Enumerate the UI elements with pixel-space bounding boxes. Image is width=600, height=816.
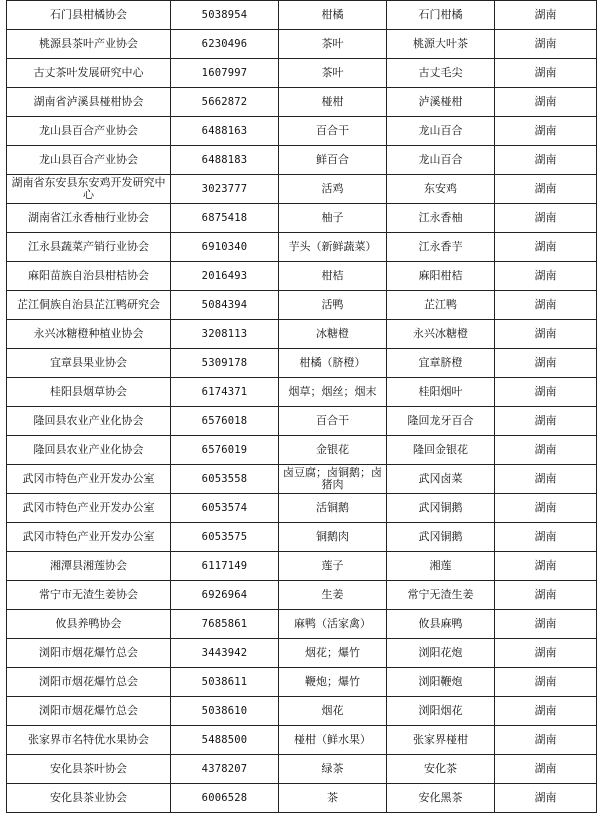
goods-cell: 茶叶	[279, 30, 387, 59]
province-cell: 湖南	[495, 59, 597, 88]
table-row	[7, 204, 597, 233]
goods-cell: 椪柑（鲜水果）	[279, 726, 387, 755]
province-cell: 湖南	[495, 30, 597, 59]
goods-cell: 金银花	[279, 436, 387, 465]
table-row	[7, 59, 597, 88]
registration-number-cell: 6576018	[171, 407, 279, 436]
registration-number-cell: 6117149	[171, 552, 279, 581]
applicant-cell: 安化县茶业协会	[7, 784, 171, 813]
table-row	[7, 697, 597, 726]
applicant-cell: 武冈市特色产业开发办公室	[7, 465, 171, 494]
trademark-name-cell: 麻阳柑桔	[387, 262, 495, 291]
trademark-name-cell: 安化黑茶	[387, 784, 495, 813]
goods-cell: 铜鹅肉	[279, 523, 387, 552]
trademark-name-cell: 泸溪椪柑	[387, 88, 495, 117]
table-row	[7, 726, 597, 755]
goods-cell: 活铜鹅	[279, 494, 387, 523]
trademark-name-cell: 武冈铜鹅	[387, 523, 495, 552]
table-row	[7, 88, 597, 117]
province-cell: 湖南	[495, 523, 597, 552]
table-row	[7, 175, 597, 204]
registration-number-cell: 4378207	[171, 755, 279, 784]
applicant-cell: 古丈茶叶发展研究中心	[7, 59, 171, 88]
trademark-name-cell: 江永香芋	[387, 233, 495, 262]
province-cell: 湖南	[495, 407, 597, 436]
goods-cell: 烟花	[279, 697, 387, 726]
table-row	[7, 668, 597, 697]
goods-cell: 鞭炮；爆竹	[279, 668, 387, 697]
registration-number-cell: 5084394	[171, 291, 279, 320]
province-cell: 湖南	[495, 349, 597, 378]
province-cell: 湖南	[495, 378, 597, 407]
registration-number-cell: 6230496	[171, 30, 279, 59]
goods-cell: 活鸡	[279, 175, 387, 204]
registration-number-cell: 6576019	[171, 436, 279, 465]
trademark-name-cell: 隆回龙牙百合	[387, 407, 495, 436]
trademark-name-cell: 桃源大叶茶	[387, 30, 495, 59]
applicant-cell: 桃源县茶叶产业协会	[7, 30, 171, 59]
registration-number-cell: 5038954	[171, 1, 279, 30]
province-cell: 湖南	[495, 784, 597, 813]
province-cell: 湖南	[495, 726, 597, 755]
registration-number-cell: 6926964	[171, 581, 279, 610]
goods-cell: 茶叶	[279, 59, 387, 88]
trademark-name-cell: 湘莲	[387, 552, 495, 581]
trademark-name-cell: 武冈卤菜	[387, 465, 495, 494]
province-cell: 湖南	[495, 117, 597, 146]
registration-number-cell: 3208113	[171, 320, 279, 349]
table-row	[7, 349, 597, 378]
applicant-cell: 龙山县百合产业协会	[7, 146, 171, 175]
province-cell: 湖南	[495, 465, 597, 494]
table-row	[7, 523, 597, 552]
province-cell: 湖南	[495, 494, 597, 523]
applicant-cell: 江永县蔬菜产销行业协会	[7, 233, 171, 262]
trademark-table-page	[6, 0, 596, 813]
province-cell: 湖南	[495, 697, 597, 726]
province-cell: 湖南	[495, 610, 597, 639]
applicant-cell: 湘潭县湘莲协会	[7, 552, 171, 581]
trademark-name-cell: 隆回金银花	[387, 436, 495, 465]
registration-number-cell: 3023777	[171, 175, 279, 204]
goods-cell: 卤豆腐；卤铜鹅；卤猪肉	[279, 465, 387, 494]
goods-cell: 柚子	[279, 204, 387, 233]
trademark-name-cell: 芷江鸭	[387, 291, 495, 320]
province-cell: 湖南	[495, 436, 597, 465]
goods-cell: 麻鸭（活家禽）	[279, 610, 387, 639]
applicant-cell: 永兴冰糖橙种植业协会	[7, 320, 171, 349]
applicant-cell: 麻阳苗族自治县柑桔协会	[7, 262, 171, 291]
registration-number-cell: 6006528	[171, 784, 279, 813]
goods-cell: 莲子	[279, 552, 387, 581]
goods-cell: 烟草；烟丝；烟末	[279, 378, 387, 407]
table-row	[7, 436, 597, 465]
table-row	[7, 639, 597, 668]
province-cell: 湖南	[495, 639, 597, 668]
table-row	[7, 552, 597, 581]
province-cell: 湖南	[495, 204, 597, 233]
table-row	[7, 233, 597, 262]
goods-cell: 生姜	[279, 581, 387, 610]
registration-number-cell: 6488183	[171, 146, 279, 175]
table-row	[7, 320, 597, 349]
province-cell: 湖南	[495, 291, 597, 320]
trademark-name-cell: 常宁无渣生姜	[387, 581, 495, 610]
goods-cell: 柑桔	[279, 262, 387, 291]
table-row	[7, 494, 597, 523]
table-row	[7, 581, 597, 610]
trademark-name-cell: 古丈毛尖	[387, 59, 495, 88]
registration-number-cell: 6910340	[171, 233, 279, 262]
goods-cell: 百合干	[279, 117, 387, 146]
applicant-cell: 湖南省泸溪县椪柑协会	[7, 88, 171, 117]
applicant-cell: 湖南省东安县东安鸡开发研究中心	[7, 175, 171, 204]
table-body	[7, 1, 597, 813]
trademark-name-cell: 龙山百合	[387, 146, 495, 175]
registration-number-cell: 7685861	[171, 610, 279, 639]
goods-cell: 鲜百合	[279, 146, 387, 175]
registration-number-cell: 3443942	[171, 639, 279, 668]
trademark-name-cell: 张家界椪柑	[387, 726, 495, 755]
applicant-cell: 龙山县百合产业协会	[7, 117, 171, 146]
applicant-cell: 石门县柑橘协会	[7, 1, 171, 30]
trademark-name-cell: 安化茶	[387, 755, 495, 784]
applicant-cell: 张家界市名特优水果协会	[7, 726, 171, 755]
goods-cell: 茶	[279, 784, 387, 813]
goods-cell: 椪柑	[279, 88, 387, 117]
province-cell: 湖南	[495, 88, 597, 117]
applicant-cell: 湖南省江永香柚行业协会	[7, 204, 171, 233]
goods-cell: 活鸭	[279, 291, 387, 320]
table-row	[7, 146, 597, 175]
trademark-name-cell: 永兴冰糖橙	[387, 320, 495, 349]
province-cell: 湖南	[495, 175, 597, 204]
applicant-cell: 攸县养鸭协会	[7, 610, 171, 639]
trademark-name-cell: 龙山百合	[387, 117, 495, 146]
province-cell: 湖南	[495, 262, 597, 291]
goods-cell: 柑橘	[279, 1, 387, 30]
applicant-cell: 浏阳市烟花爆竹总会	[7, 668, 171, 697]
applicant-cell: 武冈市特色产业开发办公室	[7, 523, 171, 552]
applicant-cell: 宜章县果业协会	[7, 349, 171, 378]
registration-number-cell: 2016493	[171, 262, 279, 291]
goods-cell: 烟花；爆竹	[279, 639, 387, 668]
trademark-name-cell: 石门柑橘	[387, 1, 495, 30]
province-cell: 湖南	[495, 233, 597, 262]
registration-number-cell: 6174371	[171, 378, 279, 407]
province-cell: 湖南	[495, 668, 597, 697]
applicant-cell: 浏阳市烟花爆竹总会	[7, 639, 171, 668]
trademark-name-cell: 桂阳烟叶	[387, 378, 495, 407]
table-row	[7, 378, 597, 407]
applicant-cell: 安化县茶叶协会	[7, 755, 171, 784]
applicant-cell: 浏阳市烟花爆竹总会	[7, 697, 171, 726]
province-cell: 湖南	[495, 552, 597, 581]
province-cell: 湖南	[495, 581, 597, 610]
goods-cell: 芋头（新鲜蔬菜）	[279, 233, 387, 262]
trademark-name-cell: 浏阳花炮	[387, 639, 495, 668]
registration-number-cell: 5309178	[171, 349, 279, 378]
geographic-trademark-table	[6, 0, 597, 813]
goods-cell: 绿茶	[279, 755, 387, 784]
registration-number-cell: 5038611	[171, 668, 279, 697]
registration-number-cell: 6053558	[171, 465, 279, 494]
province-cell: 湖南	[495, 146, 597, 175]
goods-cell: 百合干	[279, 407, 387, 436]
table-row	[7, 610, 597, 639]
registration-number-cell: 1607997	[171, 59, 279, 88]
trademark-name-cell: 浏阳鞭炮	[387, 668, 495, 697]
table-row	[7, 407, 597, 436]
goods-cell: 冰糖橙	[279, 320, 387, 349]
registration-number-cell: 5488500	[171, 726, 279, 755]
applicant-cell: 隆回县农业产业化协会	[7, 407, 171, 436]
province-cell: 湖南	[495, 755, 597, 784]
registration-number-cell: 5662872	[171, 88, 279, 117]
province-cell: 湖南	[495, 1, 597, 30]
table-row	[7, 1, 597, 30]
registration-number-cell: 6488163	[171, 117, 279, 146]
table-row	[7, 784, 597, 813]
table-row	[7, 465, 597, 494]
trademark-name-cell: 浏阳烟花	[387, 697, 495, 726]
trademark-name-cell: 武冈铜鹅	[387, 494, 495, 523]
table-row	[7, 755, 597, 784]
applicant-cell: 武冈市特色产业开发办公室	[7, 494, 171, 523]
applicant-cell: 隆回县农业产业化协会	[7, 436, 171, 465]
table-row	[7, 117, 597, 146]
trademark-name-cell: 宜章脐橙	[387, 349, 495, 378]
province-cell: 湖南	[495, 320, 597, 349]
registration-number-cell: 6875418	[171, 204, 279, 233]
trademark-name-cell: 江永香柚	[387, 204, 495, 233]
applicant-cell: 芷江侗族自治县芷江鸭研究会	[7, 291, 171, 320]
trademark-name-cell: 东安鸡	[387, 175, 495, 204]
table-row	[7, 30, 597, 59]
table-row	[7, 262, 597, 291]
table-row	[7, 291, 597, 320]
registration-number-cell: 5038610	[171, 697, 279, 726]
applicant-cell: 桂阳县烟草协会	[7, 378, 171, 407]
registration-number-cell: 6053575	[171, 523, 279, 552]
registration-number-cell: 6053574	[171, 494, 279, 523]
goods-cell: 柑橘（脐橙）	[279, 349, 387, 378]
trademark-name-cell: 攸县麻鸭	[387, 610, 495, 639]
applicant-cell: 常宁市无渣生姜协会	[7, 581, 171, 610]
